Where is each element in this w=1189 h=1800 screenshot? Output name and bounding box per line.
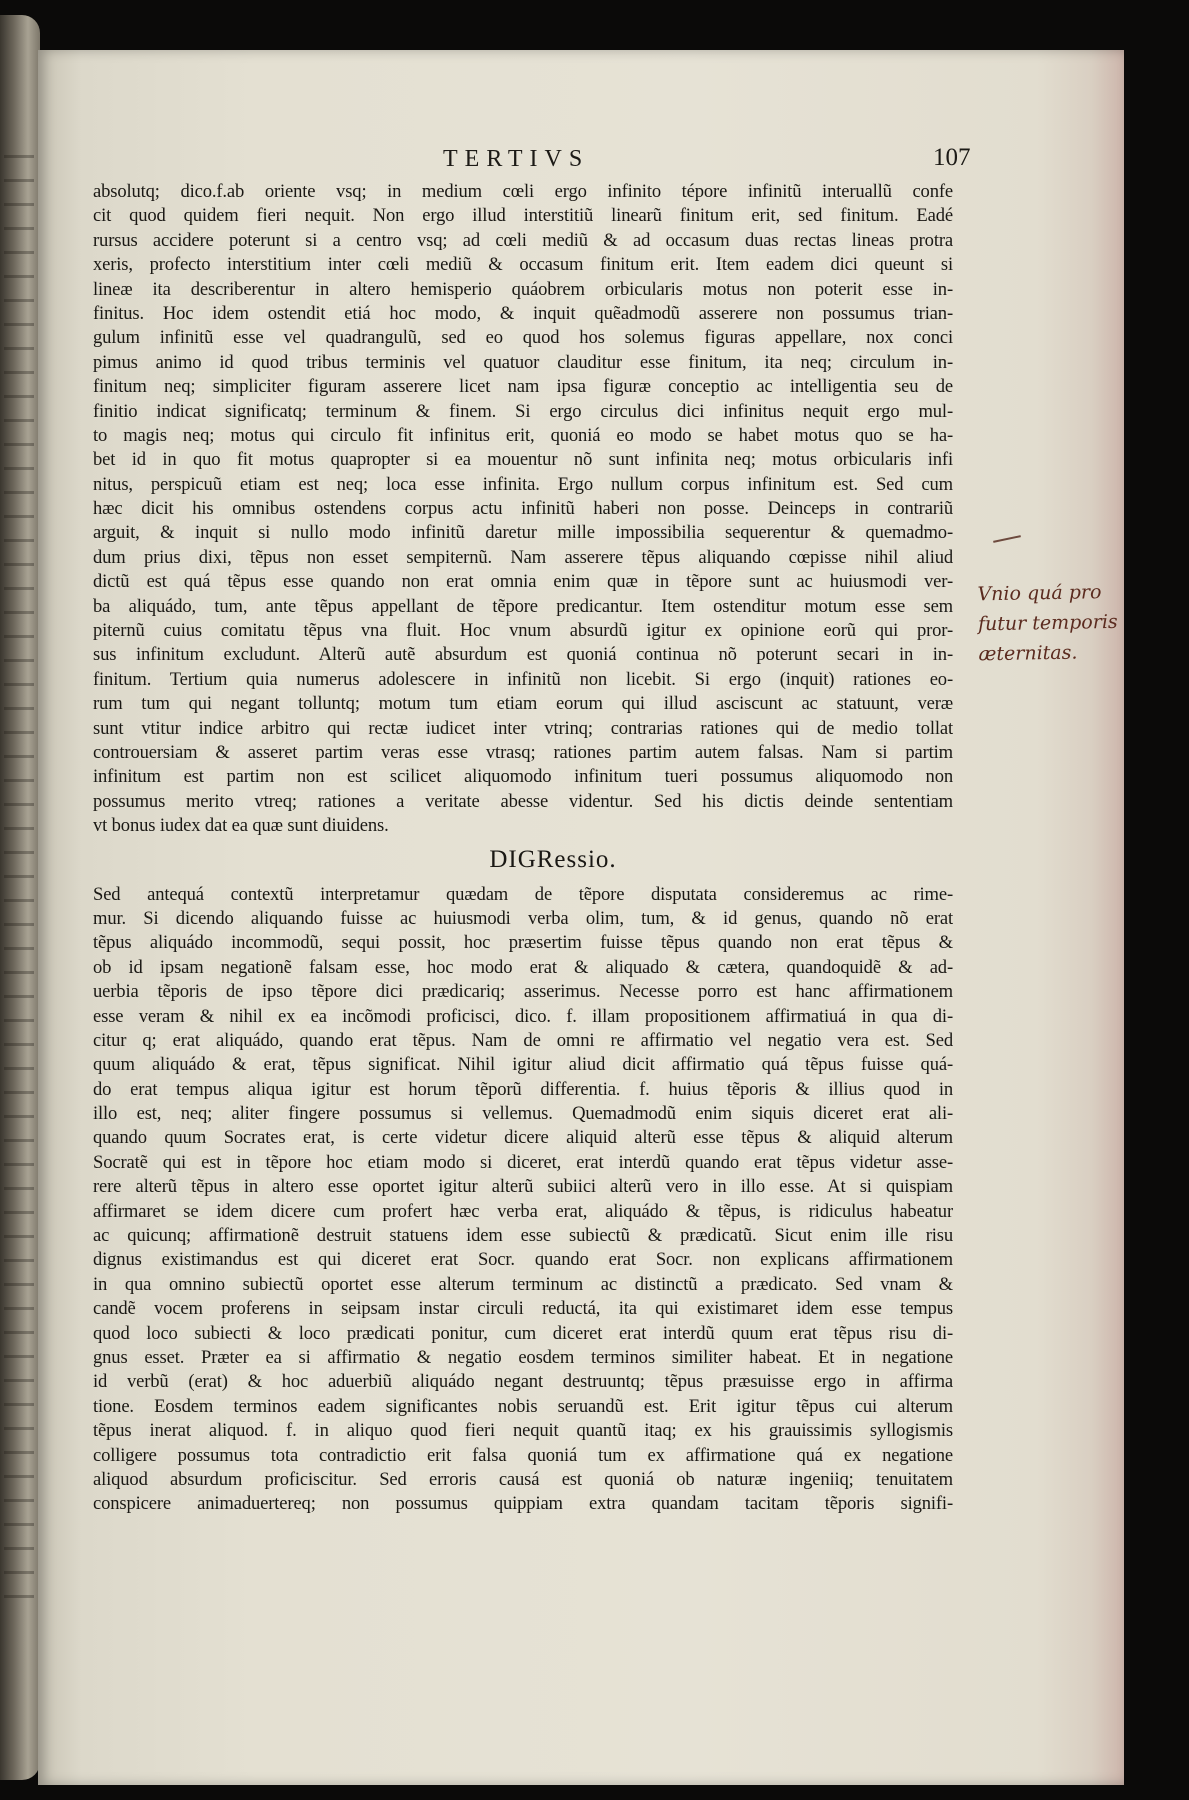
text-line: lineæ ita describerentur in altero hemisperio quáobrem orbicularis motus non poterit esse in- [93,278,953,300]
text-line: aliquod absurdum proficiscitur. Sed erroris causá est quoniá ob naturæ ingeniiq; tenuitatem [93,1468,953,1490]
paragraph-1 [93,180,953,839]
text-line: uerbia tẽporis de ipso tẽpore dici prædicariq; asserimus. Necesse porro est hanc affirmationem [93,981,953,1003]
previous-page-text-lines [4,155,34,1605]
text-line: Sed antequá contextũ interpretamur quædam de tẽpore disputata consideremus ac rime- [93,883,953,905]
text-line: hæc dicit his omnibus ostendens corpus actu infinitũ haberi non posse. Deinceps in contrariũ [93,498,953,520]
text-line: quando quum Socrates erat, is certe videtur dicere aliquid alterũ esse tẽpus & aliquid alterum [93,1127,953,1149]
marginal-mark [993,535,1021,543]
page-header [38,142,1124,182]
text-line: ba aliquádo, tum, ante tẽpus appellant de tẽpore predicantur. Item ostenditur motum esse sem [93,595,953,617]
text-line: Socratẽ qui est in tẽpore hoc etiam modo si diceret, erat interdũ quando erat tẽpus videtur asse- [93,1151,953,1173]
text-line: candẽ vocem proferens in seipsam instar circuli reductá, ita qui existimaret idem esse tempus [93,1298,953,1320]
text-line: id verbũ (erat) & hoc aduerbiũ aliquádo negant destruuntq; tẽpus præsuisse ergo in affirma [93,1371,953,1393]
text-line: mur. Si dicendo aliquando fuisse ac huiusmodi verba olim, tum, & id genus, quando nõ erat [93,907,953,929]
text-line: sunt vtitur indice arbitro qui rectæ iudicet inter vtrinq; contrarias rationes qui de medio tollat [93,717,953,739]
text-line: finitum. Tertium quia numerus adolescere in infinitũ non licebit. Si ergo (inquit) rationes eo- [93,668,953,690]
text-line: ac quicunq; affirmationẽ destruit statuens idem esse subiectũ & prædicatũ. Sicut enim ille risu [93,1225,953,1247]
text-line: dignus existimandus est qui diceret erat Socr. quando erat Socr. non explicans affirmationem [93,1249,953,1271]
text-line: rere alterũ tẽpus in altero esse oportet igitur alterũ subiici alterũ vero in illo esse. At si quispiam [93,1176,953,1198]
text-line: illo est, neq; aliter fingere possumus si vellemus. Quemadmodũ enim siquis diceret erat ali- [93,1103,953,1125]
text-line: possumus merito vtreq; rationes a veritate abesse videntur. Sed his dictis deinde sententiam [93,790,953,812]
text-line: citur q; erat aliquádo, quando erat tẽpus. Nam de omni re affirmatio vel negatio vera est. Sed [93,1029,953,1051]
text-line: absolutq; dico.f.ab oriente vsq; in medium cœli ergo infinito tépore infinitũ interuallũ confe [93,181,953,202]
text-line: tẽpus inerat aliquod. f. in aliquo quod fieri nequit quantũ itaq; ex his grauissimis syllogismis [93,1420,953,1442]
text-line: affirmaret se idem dicere cum profert hæc verba erat, aliquádo & tẽpus, is ridiculus habeatur [93,1200,953,1222]
text-line: quod loco subiecti & loco prædicati ponitur, cum diceret erat interdũ quum erat tẽpus risu di- [93,1322,953,1344]
text-line: sus infinitum excludunt. Alterũ autẽ absurdum est quoniá continua nõ poterunt secari in in- [93,644,953,666]
annotation-line: futur temporis [977,610,1118,636]
text-line: dictũ est quá tẽpus esse quando non erat omnia enim quæ in tẽpore sunt ac huiusmodi ver- [93,571,953,593]
annotation-line: Vnio quá pro [977,581,1102,606]
text-line: in qua omnino subiectũ oportet esse alterum terminum ac distinctũ a prædicato. Sed vnam & [93,1273,953,1295]
paragraph-2 [93,883,953,1517]
text-line: rum tum qui negant tolluntq; motum tum etiam eorum qui illud asciscunt ac statuunt, veræ [93,693,953,715]
running-head: TERTIVS [443,146,590,172]
text-line: conspicere animaduertereq; non possumus quippiam extra quandam tacitam tẽporis signifi- [93,1493,953,1515]
text-line: esse veram & nihil ex ea incõmodi proficisci, dico. f. illam propositionem affirmatiuá in qua di- [93,1005,953,1027]
text-line: pimus animo id quod tribus terminis vel quatuor clauditur esse finitum, ita neq; circulum in- [93,351,953,373]
folio-number: 107 [933,144,971,171]
text-line: gnus esset. Præter ea si affirmatio & negatio eosdem terminos similiter habeat. Et in negatione [93,1346,953,1368]
text-line: arguit, & inquit si nullo modo infinitũ daretur mille impossibilia sequerentur & quemadmo- [93,522,953,544]
text-line: controuersiam & asseret partim veras esse vtrasq; rationes partim autem falsas. Nam si partim [93,741,953,763]
text-line: finitio indicat significatq; terminum & finem. Si ergo circulus dici infinitus nequit ergo mul- [93,400,953,422]
text-line: rursus accidere poterunt si a centro vsq; ad cœli mediũ & ad occasum duas rectas lineas protra [93,229,953,251]
text-line: xeris, profecto interstitium inter cœli mediũ & occasum finitum erit. Item eadem dici queunt si [93,254,953,276]
text-line: finitum neq; simpliciter figuram asserere licet nam ipsa figuræ conceptio ac intelligentia seu de [93,376,953,398]
previous-page-edge [0,15,40,1780]
text-line: dum prius dixi, tẽpus non esset sempiternũ. Nam asserere tẽpus aliquando cœpisse nihil aliud [93,546,953,568]
text-line: to magis neq; motus qui circulo fit infinitus erit, quoniá eo modo se habet motus quo se ha- [93,424,953,446]
text-line: infinitum est partim non est scilicet aliquomodo infinitum tueri possumus aliquomodo non [93,766,953,788]
text-line: cit quod quidem fieri nequit. Non ergo illud interstitiũ linearũ finitum erit, sed finitum. Eadé [93,205,953,227]
main-text-block [93,180,953,1517]
book-page [38,50,1124,1785]
text-line: tione. Eosdem terminos eadem significantes nobis seruandũ est. Erit igitur tẽpus cui alterum [93,1395,953,1417]
annotation-line: æternitas. [978,641,1078,666]
text-line: ob id ipsam negationẽ falsam esse, hoc modo erat & aliquado & cætera, quandoquidẽ & ad- [93,956,953,978]
text-line: piternũ cuius comitatu tẽpus vna fluit. Hoc vnum absurdũ igitur ex opinione eorũ qui pror- [93,620,953,642]
text-line: quum aliquádo & erat, tẽpus significat. Nihil igitur aliud dicit affirmatio quá tẽpus fuisse quá- [93,1054,953,1076]
text-line: tẽpus aliquádo incommodũ, sequi possit, hoc præsertim fuisse tẽpus quando non erat tẽpus & [93,932,953,954]
text-line: bet id in quo fit motus quapropter si ea mouentur nõ sunt infinita neq; motus orbicularis infi [93,449,953,471]
text-line: do erat tempus aliqua igitur est horum tẽporũ differentia. f. huius tẽporis & illius quod in [93,1078,953,1100]
text-line: nitus, perspicuũ etiam est neq; loca esse infinita. Ergo nullum corpus infinitum est. Sed cum [93,473,953,495]
text-line: colligere possumus tota contradictio erit falsa quoniá tum ex affirmatione quá ex negatione [93,1444,953,1466]
marginal-annotation [977,577,1129,670]
text-line: gulum infinitũ esse vel quadrangulũ, sed eo quod hos solemus figuras appellare, nox conci [93,327,953,349]
digression-heading: DIGRessio. [489,845,617,873]
text-line: vt bonus iudex dat ea quæ sunt diuidens. [93,815,389,837]
text-line: finitus. Hoc idem ostendit etiá hoc modo, & inquit quẽadmodũ asserere non possumus trian- [93,302,953,324]
